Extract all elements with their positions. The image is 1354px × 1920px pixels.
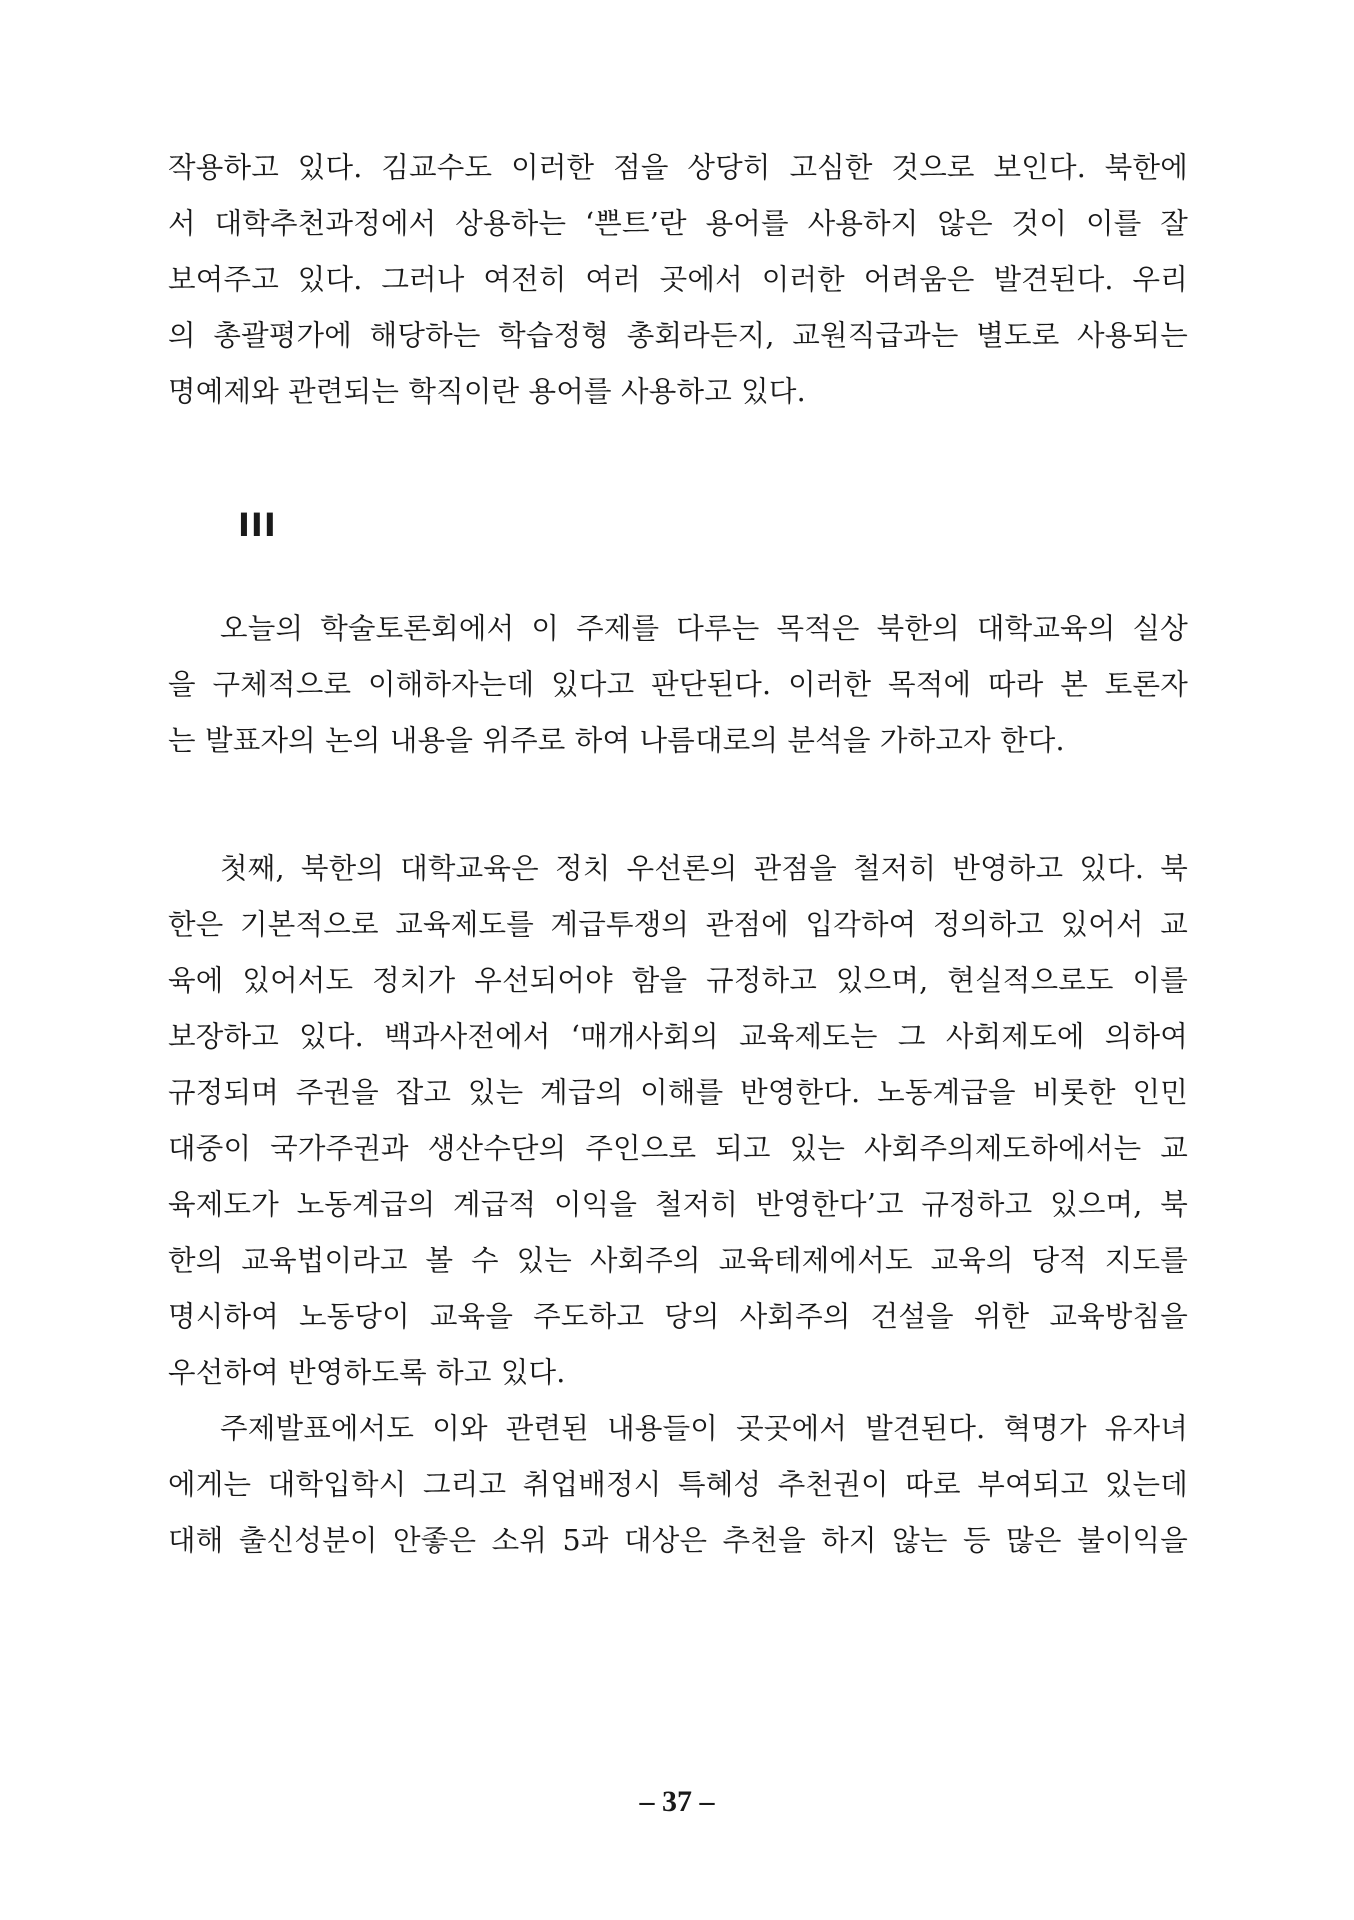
text-line: 육에 있어서도 정치가 우선되어야 함을 규정하고 있으며, 현실적으로도 이를 [168,964,1188,997]
text-line: 작용하고 있다. 김교수도 이러한 점을 상당히 고심한 것으로 보인다. 북한에 [168,151,1188,184]
text-line: 명예제와 관련되는 학직이란 용어를 사용하고 있다. [168,375,806,408]
text-line: 육제도가 노동계급의 계급적 이익을 철저히 반영한다’고 규정하고 있으며, 북 [168,1188,1188,1221]
text-line: 대해 출신성분이 안좋은 소위 5과 대상은 추천을 하지 않는 등 많은 불이익을 [168,1524,1188,1557]
text-line: 을 구체적으로 이해하자는데 있다고 판단된다. 이러한 목적에 따라 본 토론자 [168,668,1188,701]
text-line: 보여주고 있다. 그러나 여전히 여러 곳에서 이러한 어려움은 발견된다. 우리 [168,263,1188,296]
page-number: – 37 – [639,1785,715,1818]
paragraph-section-2 [168,601,1188,769]
text-line: 첫째, 북한의 대학교육은 정치 우선론의 관점을 철저히 반영하고 있다. 북 [220,852,1188,885]
paragraph-section-1 [168,140,1188,420]
text-line: 주제발표에서도 이와 관련된 내용들이 곳곳에서 발견된다. 혁명가 유자녀 [220,1412,1188,1445]
text-line: 는 발표자의 논의 내용을 위주로 하여 나름대로의 분석을 가하고자 한다. [168,724,1065,757]
text-line: 한은 기본적으로 교육제도를 계급투쟁의 관점에 입각하여 정의하고 있어서 교 [168,908,1188,941]
text-line: 명시하여 노동당이 교육을 주도하고 당의 사회주의 건설을 위한 교육방침을 [168,1300,1188,1333]
text-line: 보장하고 있다. 백과사전에서 ‘매개사회의 교육제도는 그 사회제도에 의하여 [168,1020,1188,1053]
text-line: 에게는 대학입학시 그리고 취업배정시 특혜성 추천권이 따로 부여되고 있는데 [168,1468,1188,1501]
paragraph-section-3 [168,841,1188,1569]
text-line: 오늘의 학술토론회에서 이 주제를 다루는 목적은 북한의 대학교육의 실상 [220,612,1188,645]
text-line: 서 대학추천과정에서 상용하는 ‘쁜트’란 용어를 사용하지 않은 것이 이를 잘 [168,207,1188,240]
text-line: 한의 교육법이라고 볼 수 있는 사회주의 교육테제에서도 교육의 당적 지도를 [168,1244,1188,1277]
text-line: 규정되며 주권을 잡고 있는 계급의 이해를 반영한다. 노동계급을 비롯한 인민 [168,1076,1188,1109]
text-line: 우선하여 반영하도록 하고 있다. [168,1356,566,1389]
text-line: 의 총괄평가에 해당하는 학습정형 총회라든지, 교원직급과는 별도로 사용되는 [168,319,1188,352]
text-line: 대중이 국가주권과 생산수단의 주인으로 되고 있는 사회주의제도하에서는 교 [168,1132,1188,1165]
section-heading: III [238,506,277,544]
